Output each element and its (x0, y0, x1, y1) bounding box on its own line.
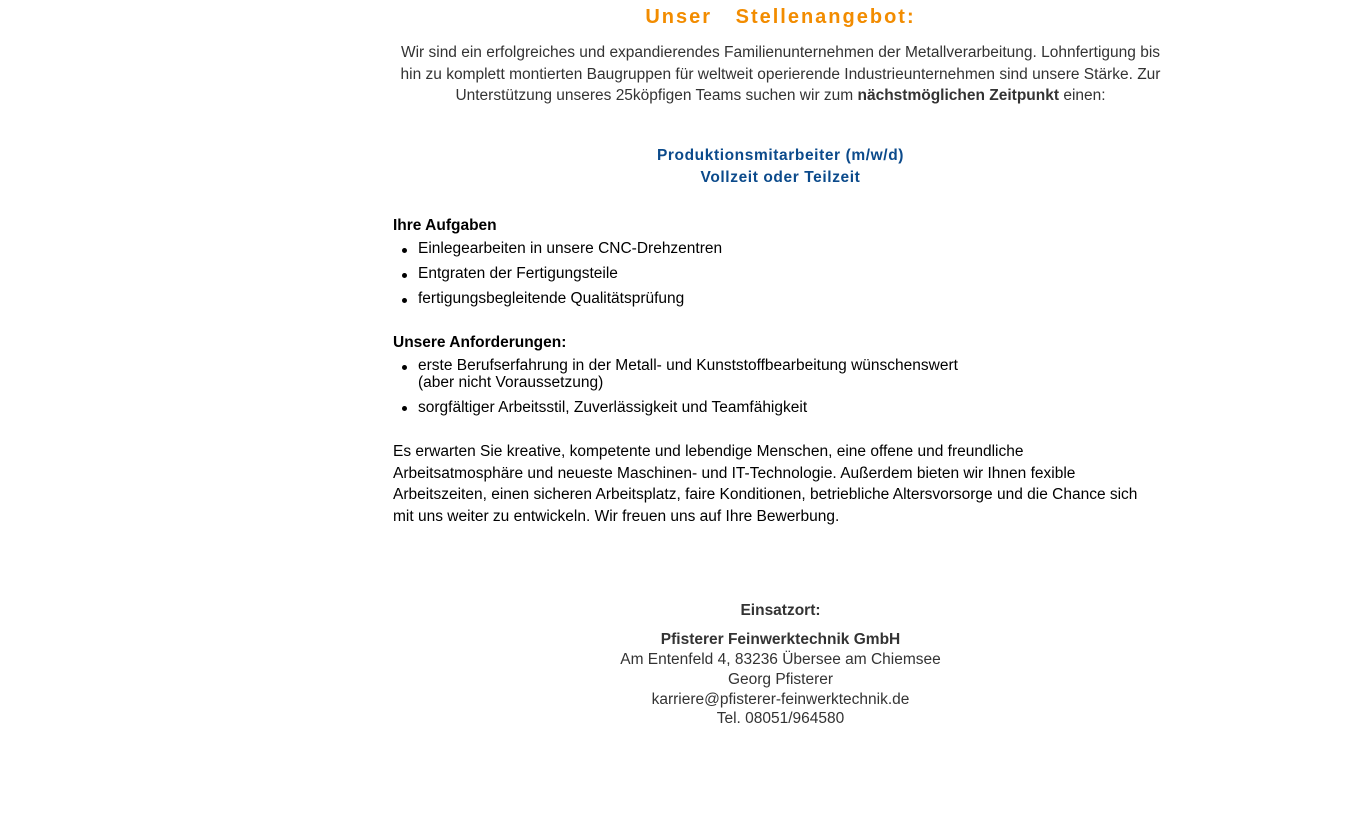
intro-text-before: Wir sind ein erfolgreiches und expandierendes Familienunternehmen der Metallverarbeitung. Lohnfertigung bis hin zu komplett montierten Baugruppen für weltweit operierende Industrieunternehmen sind unsere Stärke. Zur Unterstützung unseres 25köpfigen Teams suchen wir zum (400, 44, 1161, 104)
requirements-heading: Unsere Anforderungen: (393, 334, 567, 351)
intro-paragraph (396, 42, 1165, 107)
contact-email: karriere@pfisterer-feinwerktechnik.de (651, 690, 910, 708)
contact-block (400, 600, 1161, 729)
tasks-section (393, 216, 1173, 316)
list-item: fertigungsbegleitende Qualitätsprüfung (393, 291, 1173, 308)
intro-text-bold: nächstmöglichen Zeitpunkt (857, 87, 1060, 104)
contact-heading: Einsatzort: (740, 602, 821, 619)
job-title: Produktionsmitarbeiter (m/w/d) (656, 147, 905, 164)
requirements-section (393, 333, 1173, 425)
contact-phone: Tel. 08051/964580 (716, 710, 845, 728)
list-item-line: (aber nicht Voraussetzung) (418, 373, 604, 391)
requirements-list (393, 358, 1173, 416)
list-item: Einlegearbeiten in unsere CNC-Drehzentren (393, 241, 1173, 258)
list-item-line: sorgfältiger Arbeitsstil, Zuverlässigkeit und Teamfähigkeit (418, 398, 808, 416)
job-title-block (400, 145, 1161, 189)
list-item: Entgraten der Fertigungsteile (393, 266, 1173, 283)
list-item (393, 400, 1173, 417)
contact-address: Am Entenfeld 4, 83236 Übersee am Chiemsee (620, 651, 941, 668)
closing-paragraph: Es erwarten Sie kreative, kompetente und lebendige Menschen, eine offene und freundliche Arbeitsatmosphäre und neueste Maschinen- und IT-Technologie. Außerdem bieten wir Ihnen fexible Arbeitszeiten, einen sicheren Arbeitsplatz, faire Konditionen, betriebliche Altersvorsorge und die Chance sich mit uns weiter zu entwickeln. Wir freuen uns auf Ihre Bewerbung. (393, 443, 1138, 525)
tasks-heading: Ihre Aufgaben (393, 217, 497, 234)
list-item (393, 358, 1173, 391)
contact-person: Georg Pfisterer (727, 670, 834, 688)
job-subtitle: Vollzeit oder Teilzeit (700, 169, 861, 186)
page-title: Unser Stellenangebot: (645, 6, 916, 28)
contact-company: Pfisterer Feinwerktechnik GmbH (660, 631, 901, 648)
intro-text-after: einen: (1059, 87, 1106, 104)
list-item-line: erste Berufserfahrung in der Metall- und Kunststoffbearbeitung wünschenswert (418, 357, 958, 374)
tasks-list (393, 241, 1173, 308)
